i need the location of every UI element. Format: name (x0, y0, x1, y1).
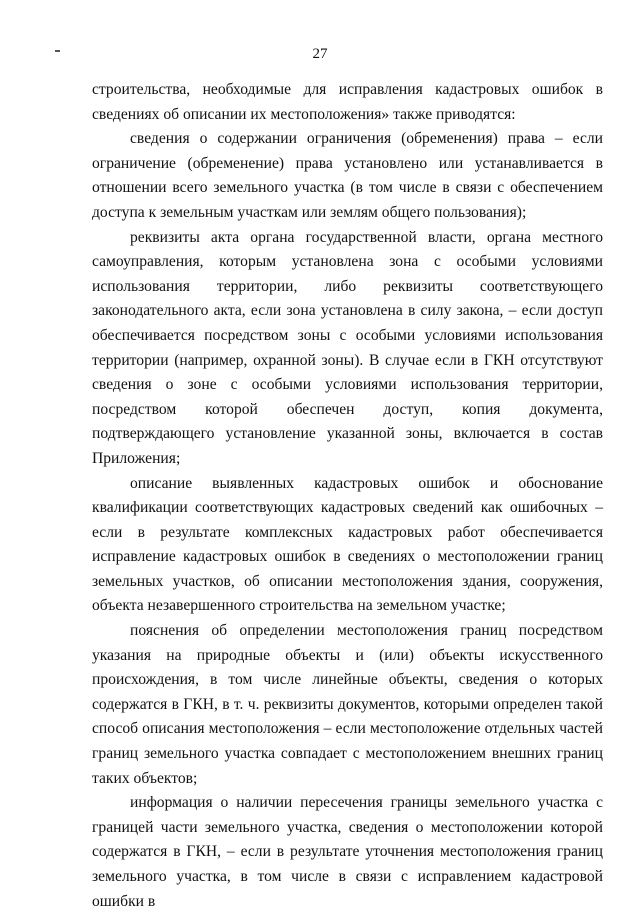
paragraph-cadastral-errors: описание выявленных кадастровых ошибок и обоснование квалификации соответствующих кадастровых сведений как ошибочных – если в результате комплексных кадастровых работ обеспечивается исправление кадастровых ошибок в сведениях о местоположении границ земельных участков, об описании местоположения здания, сооружения, объекта незавершенного строительства на земельном участке; (92, 474, 603, 615)
paragraph-continuation: строительства, необходимые для исправления кадастровых ошибок в сведениях об описании их местоположения» также приводятся: (92, 81, 603, 123)
page-number: 27 (312, 46, 328, 62)
paragraph-boundary-intersection: информация о наличии пересечения границы земельного участка с границей части земельного участка, сведения о местоположении которой содержатся в ГКН, – если в результате уточнения местоположения границ земельного участка, в том числе в связи с исправлением кадастровой ошибки в (92, 794, 603, 910)
document-body (92, 78, 603, 914)
paragraph-boundary-explanations: пояснения об определении местоположения границ посредством указания на природные объекты и (или) объекты искусственного происхождения, в том числе линейные объекты, сведения о которых содержатся в ГКН, в т. ч. реквизиты документов, которыми определен такой способ описания местоположения – если местоположение отдельных частей границ земельного участка совпадает с местоположением внешних границ таких объектов; (92, 622, 603, 787)
paragraph-encumbrance-info: сведения о содержании ограничения (обременения) права – если ограничение (обременение) права установлено или устанавливается в отношении всего земельного участка (в том числе в связи с обеспечением доступа к земельным участкам или землям общего пользования); (92, 130, 603, 221)
paragraph-act-requisites: реквизиты акта органа государственной власти, органа местного самоуправления, которым установлена зона с особыми условиями использования территории, либо реквизиты соответствующего законодательного акта, если зона установлена в силу закона, – если доступ обеспечивается посредством зоны с особыми условиями использования территории (например, охранной зоны). В случае если в ГКН отсутствуют сведения о зоне с особыми условиями использования территории, посредством которой обеспечен доступ, копия документа, подтверждающего установление указанной зоны, включается в состав Приложения; (92, 228, 603, 467)
